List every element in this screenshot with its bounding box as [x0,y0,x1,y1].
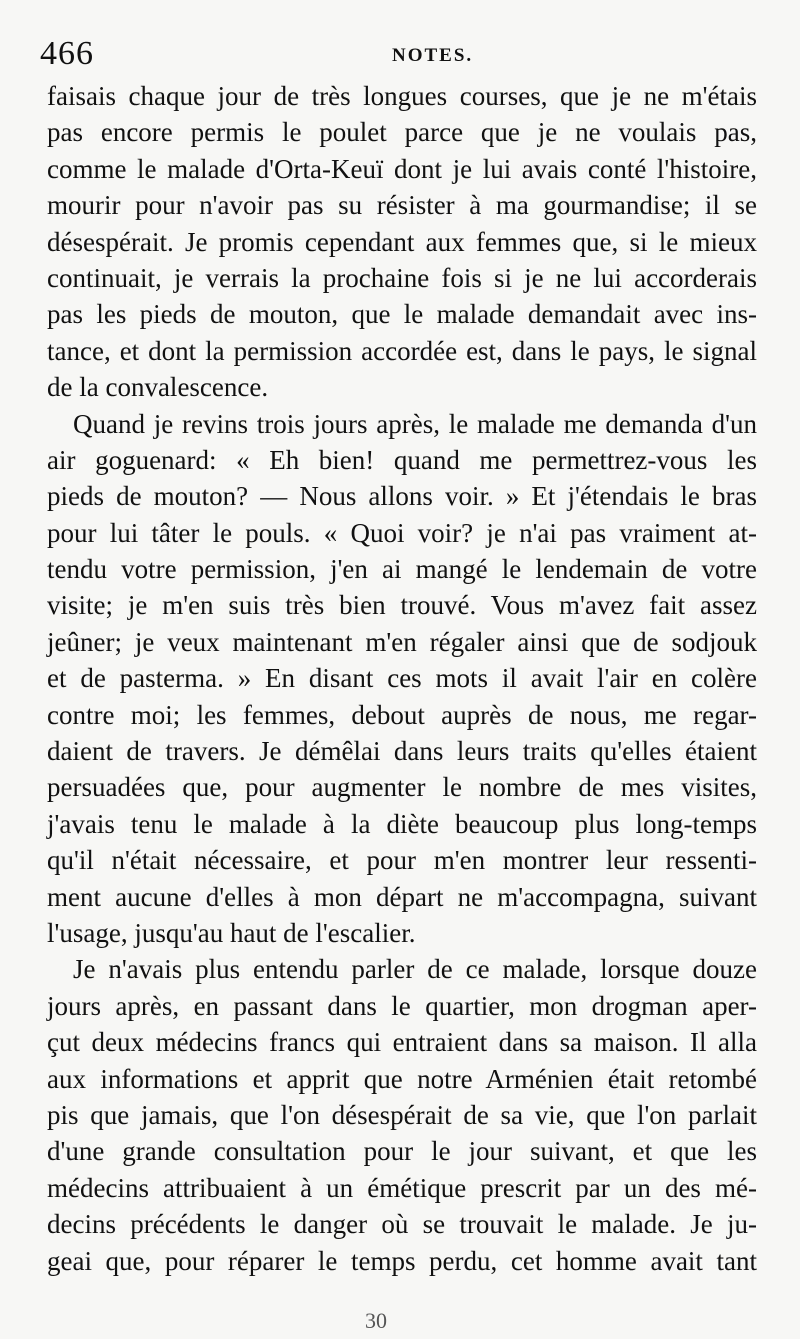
text-line: geai que, pour réparer le temps perdu, cet homme avait tant [47,1245,757,1276]
page-number: 466 [40,35,94,72]
text-line: d'une grande consultation pour le jour suivant, et que les [47,1136,757,1167]
text-line: contre moi; les femmes, debout auprès de nous, me regar- [47,699,757,730]
text-line: daient de travers. Je démêlai dans leurs traits qu'elles étaient [47,736,757,767]
paragraph-start-line: Je n'avais plus entendu parler de ce malade, lorsque douze [73,954,757,985]
text-line: mourir pour n'avoir pas su résister à ma gourmandise; il se [47,190,757,221]
text-line: et de pasterma. » En disant ces mots il avait l'air en colère [47,663,757,694]
running-head [40,28,760,78]
running-title: NOTES. [392,45,474,66]
text-line: faisais chaque jour de très longues courses, que je ne m'étais [47,81,757,111]
text-line: tendu votre permission, j'en ai mangé le lendemain de votre [47,554,757,585]
text-line: pis que jamais, que l'on désespérait de sa vie, que l'on parlait [47,1099,757,1130]
text-line: pas encore permis le poulet parce que je ne voulais pas, [47,117,757,148]
signature-mark: 30 [365,1308,387,1333]
text-line: persuadées que, pour augmenter le nombre de mes visites, [47,772,757,803]
text-line: çut deux médecins francs qui entraient dans sa maison. Il alla [47,1027,757,1058]
text-line: médecins attribuaient à un émétique prescrit par un des mé- [47,1172,757,1203]
text-line: jours après, en passant dans le quartier, mon drogman aper- [47,990,757,1021]
text-line: continuait, je verrais la prochaine fois si je ne lui accorderais [47,262,757,293]
text-line: pas les pieds de mouton, que le malade demandait avec ins- [47,299,757,330]
text-line: j'avais tenu le malade à la diète beaucoup plus long-temps [47,808,757,839]
text-line: visite; je m'en suis très bien trouvé. Vous m'avez fait assez [47,590,757,621]
text-line: decins précédents le danger où se trouvait le malade. Je ju- [47,1209,757,1240]
text-line: pour lui tâter le pouls. « Quoi voir? je n'ai pas vraiment at- [47,517,757,548]
text-line: désespérait. Je promis cependant aux femmes que, si le mieux [47,226,757,257]
paragraph-start-line: Quand je revins trois jours après, le malade me demanda d'un [73,408,757,439]
text-line: jeûner; je veux maintenant m'en régaler ainsi que de sodjouk [47,626,757,657]
text-line: air goguenard: « Eh bien! quand me permettrez-vous les [47,444,757,475]
text-line: aux informations et apprit que notre Arménien était retombé [47,1063,757,1094]
text-line: pieds de mouton? — Nous allons voir. » Et j'étendais le bras [47,481,757,512]
text-line: comme le malade d'Orta-Keuï dont je lui avais conté l'histoire, [47,153,757,184]
text-line: l'usage, jusqu'au haut de l'escalier. [47,917,416,948]
text-line: de la convalescence. [47,372,269,403]
text-line: ment aucune d'elles à mon départ ne m'accompagna, suivant [47,881,757,912]
body-text [47,78,757,1279]
text-line: tance, et dont la permission accordée est, dans le pays, le signal [47,335,757,366]
text-line: qu'il n'était nécessaire, et pour m'en montrer leur ressenti- [47,845,757,876]
